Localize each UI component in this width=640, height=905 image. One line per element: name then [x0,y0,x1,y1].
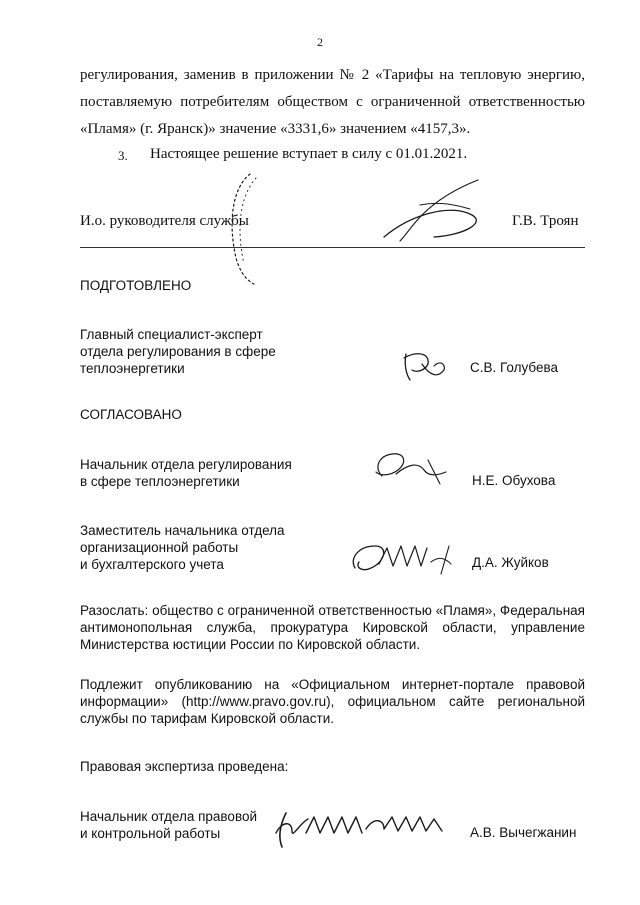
item-3-text: Настоящее решение вступает в силу с 01.01.2021. [150,146,468,162]
decision-text-line-3: «Пламя» (г. Яранск)» значение «3331,6» значением «4157,3». [80,121,471,137]
legal-position-line: и контрольной работы [80,826,221,841]
legal-review-position [80,808,257,842]
legal-review-signature [270,803,460,851]
prepared-position [80,326,276,377]
decision-text-line-1: регулирования, заменив в приложении № 2 «Тарифы на тепловую энергию, [80,67,585,83]
publication-note: Подлежит опубликованию на «Официальном интернет-портале правовой информации» (http://www.pravo.gov.ru), официальном сайте региональной службы по тарифам Кировской области. [80,677,585,726]
agreed-position-line: и бухгалтерского учета [80,557,224,572]
agreed-heading: СОГЛАСОВАНО [80,407,182,422]
signature-divider [80,247,585,248]
prepared-position-line: теплоэнергетики [80,361,185,376]
agreed-signer-1-signature [368,446,454,492]
page-number: 2 [317,35,323,49]
head-name: Г.В. Троян [512,213,579,229]
item-3-number: 3. [118,148,128,163]
legal-review-name: А.В. Вычегжанин [470,825,577,840]
agreed-signer-1-position [80,456,292,490]
agreed-position-line: Начальник отдела регулирования [80,457,292,472]
prepared-name: С.В. Голубева [470,360,559,375]
agreed-position-line: организационной работы [80,540,239,555]
agreed-signer-1-name: Н.Е. Обухова [472,473,556,488]
prepared-position-line: Главный специалист-эксперт [80,327,263,342]
agreed-signer-2-position [80,522,285,573]
decision-text-line-2: поставляемую потребителям обществом с ограниченной ответственностью [80,94,585,110]
prepared-heading: ПОДГОТОВЛЕНО [80,278,192,293]
agreed-position-line: Заместитель начальника отдела [80,523,285,538]
legal-position-line: Начальник отдела правовой [80,809,258,824]
legal-review-note: Правовая экспертиза проведена: [80,759,289,774]
head-position: И.о. руководителя службы [80,213,249,229]
agreed-signer-2-signature [345,538,470,578]
distribution-list: Разослать: общество с ограниченной ответственностью «Пламя», Федеральная антимонопольная служба, прокуратура Кировской области, управление Министерства юстиции России по Кировской области. [80,603,585,652]
agreed-position-line: в сфере теплоэнергетики [80,474,240,489]
agreed-signer-2-name: Д.А. Жуйков [472,555,549,570]
prepared-position-line: отдела регулирования в сфере [80,344,276,359]
head-signature [360,175,490,250]
prepared-signature [400,348,450,384]
